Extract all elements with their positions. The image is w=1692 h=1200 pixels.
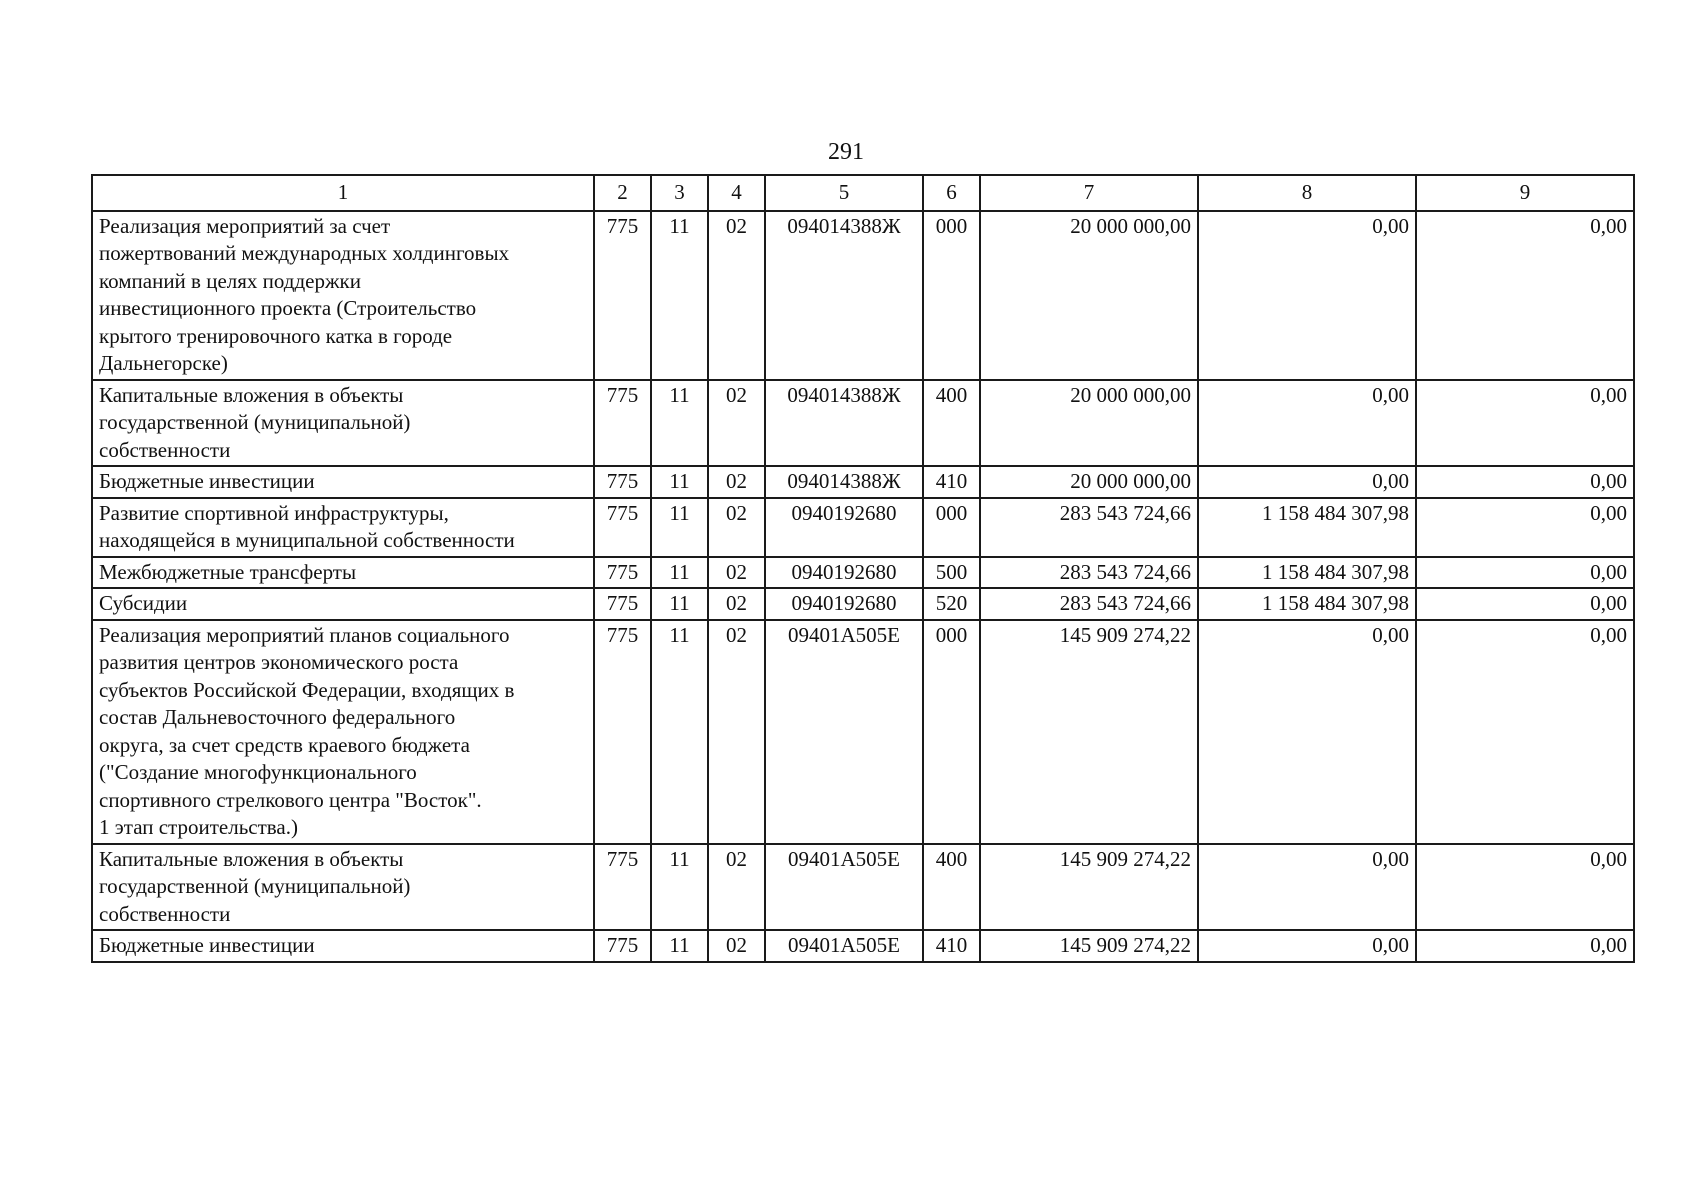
header-col-7: 7 [980,175,1198,211]
row-subsection-code: 02 [708,844,765,931]
header-col-2: 2 [594,175,651,211]
row-amount-col9: 0,00 [1416,466,1634,498]
budget-table [91,174,1635,963]
row-grbs-code: 775 [594,498,651,557]
row-target-code: 094014388Ж [765,466,923,498]
table-row [92,930,1634,962]
row-expense-type-code: 000 [923,211,980,380]
row-grbs-code: 775 [594,211,651,380]
header-col-1: 1 [92,175,594,211]
row-amount-col8: 0,00 [1198,380,1416,467]
row-subsection-code: 02 [708,466,765,498]
row-expense-type-code: 410 [923,466,980,498]
row-target-code: 0940192680 [765,588,923,620]
table-header [92,175,1634,211]
table-row [92,466,1634,498]
row-expense-type-code: 400 [923,380,980,467]
row-section-code: 11 [651,498,708,557]
row-amount-col9: 0,00 [1416,588,1634,620]
row-name: Капитальные вложения в объекты государственной (муниципальной) собственности [92,844,594,931]
row-amount-col9: 0,00 [1416,557,1634,589]
row-grbs-code: 775 [594,588,651,620]
row-target-code: 09401А505Е [765,620,923,844]
row-amount-col7: 145 909 274,22 [980,930,1198,962]
header-col-4: 4 [708,175,765,211]
row-grbs-code: 775 [594,380,651,467]
row-subsection-code: 02 [708,498,765,557]
row-grbs-code: 775 [594,620,651,844]
row-subsection-code: 02 [708,380,765,467]
header-col-8: 8 [1198,175,1416,211]
row-amount-col7: 283 543 724,66 [980,498,1198,557]
table-row [92,557,1634,589]
row-amount-col7: 283 543 724,66 [980,557,1198,589]
row-target-code: 094014388Ж [765,211,923,380]
row-target-code: 09401А505Е [765,844,923,931]
row-name: Реализация мероприятий планов социального развития центров экономического роста субъектов Российской Федерации, входящих в состав Дальневосточного федерального округа, за счет средств краевого бюджета ("Создание многофункционального спортивного стрелкового центра "Восток". 1 этап строительства.) [92,620,594,844]
row-grbs-code: 775 [594,930,651,962]
row-amount-col8: 0,00 [1198,620,1416,844]
header-col-3: 3 [651,175,708,211]
row-amount-col8: 0,00 [1198,930,1416,962]
row-section-code: 11 [651,557,708,589]
row-amount-col8: 1 158 484 307,98 [1198,557,1416,589]
row-subsection-code: 02 [708,557,765,589]
row-grbs-code: 775 [594,466,651,498]
row-section-code: 11 [651,620,708,844]
row-amount-col9: 0,00 [1416,930,1634,962]
row-amount-col9: 0,00 [1416,620,1634,844]
header-col-9: 9 [1416,175,1634,211]
row-name: Капитальные вложения в объекты государственной (муниципальной) собственности [92,380,594,467]
row-amount-col9: 0,00 [1416,844,1634,931]
row-amount-col7: 145 909 274,22 [980,620,1198,844]
row-amount-col8: 1 158 484 307,98 [1198,498,1416,557]
row-name: Межбюджетные трансферты [92,557,594,589]
row-name: Развитие спортивной инфраструктуры, находящейся в муниципальной собственности [92,498,594,557]
page-number: 291 [828,139,864,165]
row-name: Бюджетные инвестиции [92,466,594,498]
row-expense-type-code: 400 [923,844,980,931]
table-row [92,588,1634,620]
row-name: Субсидии [92,588,594,620]
row-section-code: 11 [651,466,708,498]
row-amount-col7: 283 543 724,66 [980,588,1198,620]
row-section-code: 11 [651,380,708,467]
row-amount-col9: 0,00 [1416,380,1634,467]
row-target-code: 0940192680 [765,557,923,589]
row-amount-col8: 1 158 484 307,98 [1198,588,1416,620]
row-name: Реализация мероприятий за счет пожертвований международных холдинговых компаний в целях поддержки инвестиционного проекта (Строительство крытого тренировочного катка в городе Дальнегорске) [92,211,594,380]
table-row [92,844,1634,931]
row-expense-type-code: 000 [923,498,980,557]
row-amount-col7: 20 000 000,00 [980,211,1198,380]
row-subsection-code: 02 [708,588,765,620]
row-expense-type-code: 000 [923,620,980,844]
table-row [92,498,1634,557]
row-amount-col9: 0,00 [1416,211,1634,380]
header-row [92,175,1634,211]
row-grbs-code: 775 [594,557,651,589]
row-target-code: 09401А505Е [765,930,923,962]
row-subsection-code: 02 [708,211,765,380]
row-section-code: 11 [651,211,708,380]
row-amount-col8: 0,00 [1198,466,1416,498]
header-col-6: 6 [923,175,980,211]
row-amount-col9: 0,00 [1416,498,1634,557]
row-section-code: 11 [651,930,708,962]
row-amount-col7: 145 909 274,22 [980,844,1198,931]
row-amount-col8: 0,00 [1198,211,1416,380]
row-expense-type-code: 500 [923,557,980,589]
row-name: Бюджетные инвестиции [92,930,594,962]
row-amount-col7: 20 000 000,00 [980,466,1198,498]
table-row [92,380,1634,467]
header-col-5: 5 [765,175,923,211]
row-subsection-code: 02 [708,620,765,844]
row-target-code: 0940192680 [765,498,923,557]
row-target-code: 094014388Ж [765,380,923,467]
row-grbs-code: 775 [594,844,651,931]
row-amount-col8: 0,00 [1198,844,1416,931]
row-expense-type-code: 520 [923,588,980,620]
row-expense-type-code: 410 [923,930,980,962]
row-amount-col7: 20 000 000,00 [980,380,1198,467]
table-body [92,211,1634,962]
table-row [92,211,1634,380]
row-section-code: 11 [651,588,708,620]
row-subsection-code: 02 [708,930,765,962]
table-row [92,620,1634,844]
row-section-code: 11 [651,844,708,931]
